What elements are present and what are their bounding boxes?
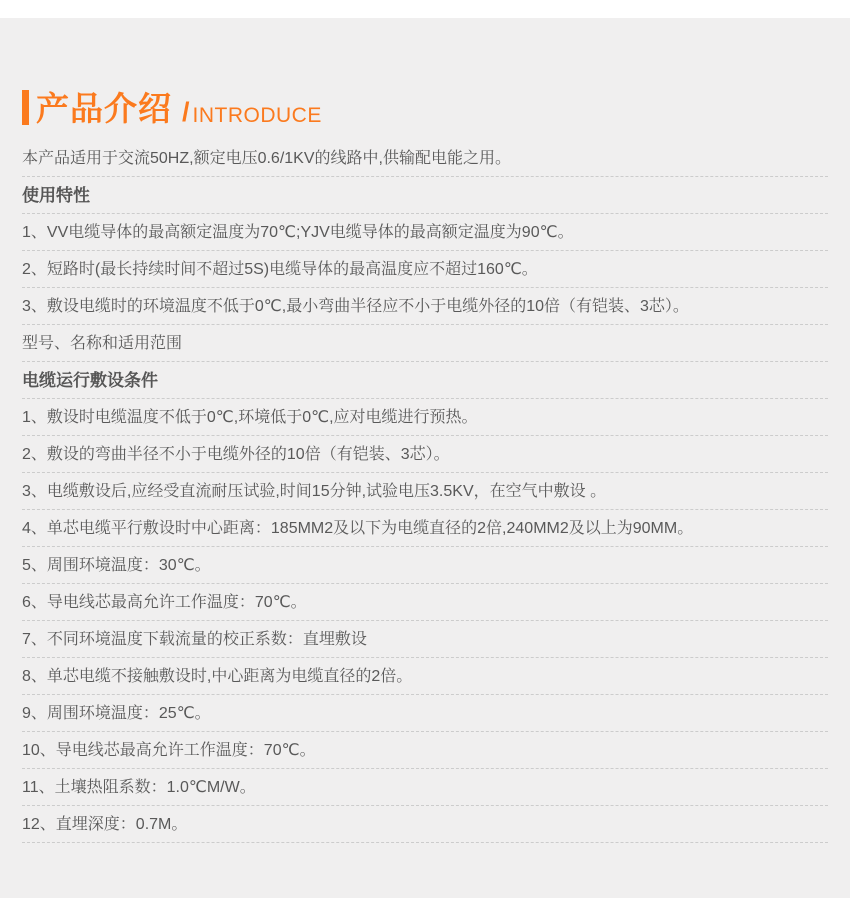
- content-panel: [0, 18, 850, 898]
- list-item: 6、导电线芯最高允许工作温度：70℃。: [22, 584, 828, 621]
- list-item: 8、单芯电缆不接触敷设时,中心距离为电缆直径的2倍。: [22, 658, 828, 695]
- page-title-en: INTRODUCE: [192, 104, 322, 127]
- list-item: 1、敷设时电缆温度不低于0℃,环境低于0℃,应对电缆进行预热。: [22, 399, 828, 436]
- list-item: 9、周围环境温度：25℃。: [22, 695, 828, 732]
- section-header: [22, 88, 828, 128]
- section-heading: 使用特性: [22, 177, 828, 214]
- list-item: 1、VV电缆导体的最高额定温度为70℃;YJV电缆导体的最高额定温度为90℃。: [22, 214, 828, 251]
- accent-bar-icon: [22, 90, 29, 125]
- list-item: 型号、名称和适用范围: [22, 325, 828, 362]
- list-item: 本产品适用于交流50HZ,额定电压0.6/1KV的线路中,供输配电能之用。: [22, 140, 828, 177]
- list-item: 2、短路时(最长持续时间不超过5S)电缆导体的最高温度应不超过160℃。: [22, 251, 828, 288]
- spec-list: [22, 140, 828, 843]
- list-item: 11、土壤热阻系数：1.0℃M/W。: [22, 769, 828, 806]
- list-item: 10、导电线芯最高允许工作温度：70℃。: [22, 732, 828, 769]
- list-item: 5、周围环境温度：30℃。: [22, 547, 828, 584]
- list-item: 2、敷设的弯曲半径不小于电缆外径的10倍（有铠装、3芯）。: [22, 436, 828, 473]
- list-item: 7、不同环境温度下载流量的校正系数：直埋敷设: [22, 621, 828, 658]
- title-separator: /: [182, 97, 190, 127]
- section-heading: 电缆运行敷设条件: [22, 362, 828, 399]
- list-item: 3、电缆敷设后,应经受直流耐压试验,时间15分钟,试验电压3.5KV，在空气中敷设 。: [22, 473, 828, 510]
- page-title: 产品介绍: [36, 90, 172, 127]
- list-item: 12、直埋深度：0.7M。: [22, 806, 828, 843]
- list-item: 4、单芯电缆平行敷设时中心距离：185MM2及以下为电缆直径的2倍,240MM2及以上为90MM。: [22, 510, 828, 547]
- content-area: [0, 18, 850, 843]
- list-item: 3、敷设电缆时的环境温度不低于0℃,最小弯曲半径应不小于电缆外径的10倍（有铠装、3芯）。: [22, 288, 828, 325]
